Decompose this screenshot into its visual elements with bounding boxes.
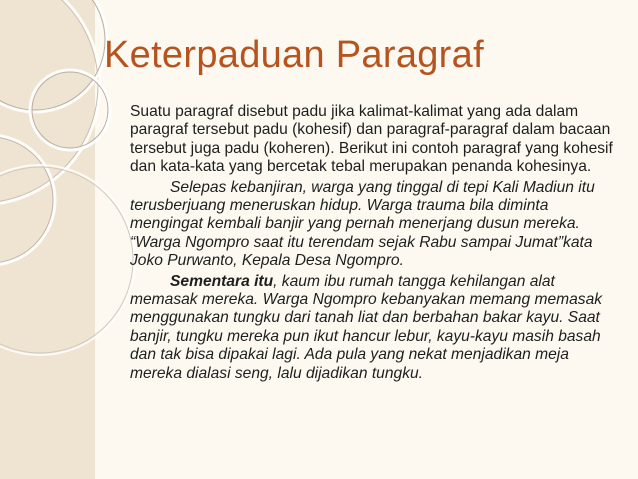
example-paragraph-1 (130, 179, 624, 271)
intro-paragraph: Suatu paragraf disebut padu jika kalimat-kalimat yang ada dalam paragraf tersebut padu (kohesif) dan paragraf-paragraf dalam bacaan tersebut juga padu (koheren). Berikut ini contoh paragraf yang kohesif dan kata-kata yang bercetak tebal merupakan penanda kohesinya. (130, 103, 613, 176)
example-paragraph-2 (130, 273, 624, 383)
example-paragraph-1-text: Selepas kebanjiran, warga yang tinggal di tepi Kali Madiun itu terusberjuang meneruskan hidup. Warga trauma bila diminta mengingat kembali banjir yang pernah menerjang dusun mereka. “Warga Ngompro saat itu terendam sejak Rabu sampai Jumat”kata Joko Purwanto, Kepala Desa Ngompro. (130, 178, 595, 270)
cohesion-marker-bold: Sementara itu (170, 272, 274, 290)
example-paragraph-2-text: , kaum ibu rumah tangga kehilangan alat memasak mereka. Warga Ngompro kebanyakan memang memasak menggunakan tungku dari tanah liat dan berbahan bakar kayu. Saat banjir, tungku mereka pun ikut hancur lebur, kayu-kayu masih basah dan tak bisa dipakai lagi. Ada pula yang nekat menjadikan meja mereka dialasi seng, lalu dijadikan tungku. (130, 272, 603, 382)
page-title: Keterpaduan Paragraf (104, 34, 484, 76)
slide-body (130, 103, 624, 383)
